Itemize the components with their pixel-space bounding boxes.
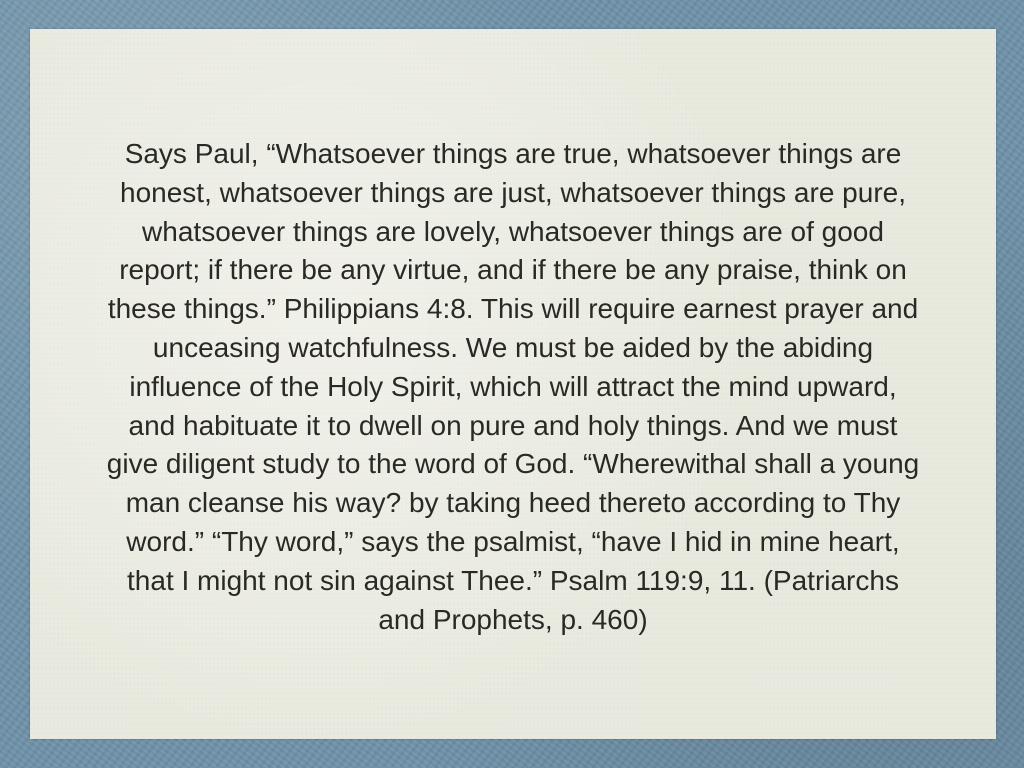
quote-line: whatsoever things are lovely, whatsoever things are of good [142,215,884,247]
quote-line: and Prophets, p. 460) [378,603,648,635]
slide-panel [30,29,996,739]
quote-text [30,135,996,639]
quote-line: give diligent study to the word of God. “Wherewithal shall a young [106,448,920,480]
quote-line: Says Paul, “Whatsoever things are true, whatsoever things are [124,138,902,169]
quote-line: unceasing watchfulness. We must be aided by the abiding [152,331,874,363]
quote-line: man cleanse his way? by taking heed thereto according to Thy [125,487,901,519]
quote-line: report; if there be any virtue, and if there be any praise, think on [119,254,907,286]
quote-line: that I might not sin against Thee.” Psalm 119:9, 11. (Patriarchs [127,564,899,596]
quote-line: and habituate it to dwell on pure and holy things. And we must [128,409,898,441]
quote-line: these things.” Philippians 4:8. This will require earnest prayer and [107,293,919,325]
quote-line: honest, whatsoever things are just, whatsoever things are pure, [120,176,906,208]
quote-line: influence of the Holy Spirit, which will attract the mind upward, [129,370,897,402]
quote-line: word.” “Thy word,” says the psalmist, “have I hid in mine heart, [126,525,900,557]
